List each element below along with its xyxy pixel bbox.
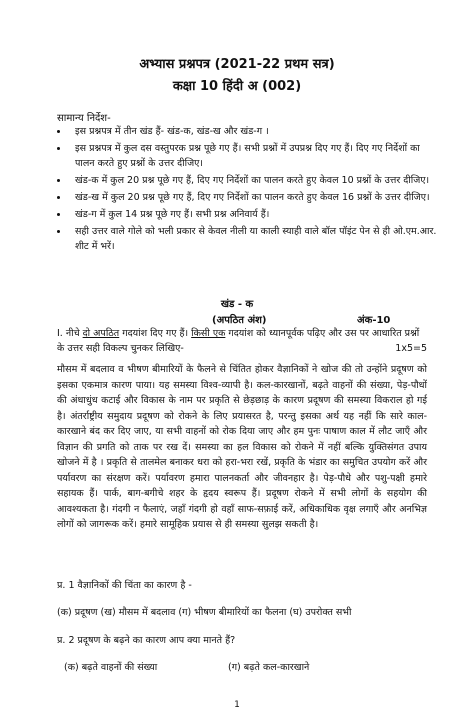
passage-text: मौसम में बदलाव व भीषण बीमारियों के फैलने से चिंतित होकर वैज्ञानिकों ने खोज की तो उन्होंने प्रदूषण को इसका एकमात्र कारण पाया। यह समस्या विश्व-व्यापी है। कल-कारखानों, बढ़ते वाहनों की संख्या, पेड़-पौधों की अंधाधुंध कटाई और विकास के नाम पर प्रकृति से छेड़छाड़ के कारण प्रदूषण की समस्या विकराल हो गई है। अंतर्राष्ट्रीय समुदाय प्रदूषण को रोकने के लिए प्रयासरत है, परन्तु इसका अर्थ यह नहीं कि सारे काल-कारखाने बंद कर दिए जाए, या सभी वाहनों को रोक दिया जाए और हम पुनः पाषाण काल में लौट जाएँ और विज्ञान की प्रगति को ताक पर रख दें। समस्या का हल विकास को रोकने में नहीं बल्कि युक्तिसंगत उपाय खोजने में है । प्रकृति से तालमेल बनाकर धरा को हरा-भरा रखें, प्रकृति के भंडार का समुचित उपयोग करें और पर्यावरण का संरक्षण करें। पर्यावरण हमारा पालनकर्ता और जीवनहार है। पेड़-पौधे और पशु-पक्षी हमारे सहायक हैं। पार्क, बाग-बगीचे शहर के हृदय स्वरूप हैं। प्रदूषण रोकने में सभी लोगों के सहयोग की आवश्यकता है। गंदगी न फैलाएं, जहाँ गंदगी हो वहाँ साफ-सफ़ाई करें, अधिकाधिक वृक्ष लगाएँ और अनभिज्ञ लोगों को जागरूक करें। हमारे सामूहिक प्रयास से ही समस्या सुलझ सकती है।: [57, 364, 427, 530]
section-title: खंड - क: [220, 299, 254, 310]
intro-underlined-text: किसी एक: [191, 328, 226, 339]
instruction-item: • इस प्रश्नपत्र में तीन खंड हैं- खंड-क, खंड-ख और खंड-ग ।: [69, 124, 439, 139]
option-b: (ग) बढ़ते कल-कारखाने: [228, 662, 310, 673]
intro-text: I. नीचे: [57, 328, 83, 339]
section-marks: अंक-10: [357, 315, 391, 326]
option-a: (क) बढ़ते वाहनों की संख्या: [64, 662, 158, 673]
intro-text: गदयांश दिए गए हैं।: [119, 328, 192, 339]
page-number: 1: [234, 700, 240, 710]
score-label: 1x5=5: [395, 343, 427, 354]
intro-underlined-text: दो अपठित: [82, 328, 120, 339]
question-2-options: [64, 660, 444, 673]
question-1-options: (क) प्रदूषण (ख) मौसम में बदलाव (ग) भीषण बीमारियों का फैलना (घ) उपरोक्त सभी: [57, 607, 352, 618]
section-subtitle: (अपठित अंश): [212, 315, 267, 326]
instruction-item: • खंड-क में कुल 20 प्रश्न पूछे गए हैं, दिए गए निर्देशों का पालन करते हुए केवल 10 प्रश्नों के उत्तर दीजिए।: [69, 173, 439, 188]
question-intro: [57, 326, 427, 356]
document-title: अभ्यास प्रश्नपत्र (2021-22 प्रथम सत्र): [139, 57, 335, 72]
instruction-item: • खंड-ख में कुल 20 प्रश्न पूछे गए हैं, दिए गए निर्देशों का पालन करते हुए केवल 16 प्रश्नों के उत्तर दीजिए।: [69, 190, 439, 205]
question-2: प्र. 2 प्रदूषण के बढ़ने का कारण आप क्या मानते हैं?: [57, 635, 236, 646]
instructions-heading: सामान्य निर्देश-: [57, 113, 111, 124]
instruction-item: • सही उत्तर वाले गोले को भली प्रकार से केवल नीली या काली स्याही वाले बॉल पॉइंट पेन से ही ओ.एम.आर. शीट में भरें।: [69, 224, 439, 254]
question-1: प्र. 1 वैज्ञानिकों की चिंता का कारण है -: [57, 580, 192, 591]
intro-text: गदयांश को ध्यानपूर्वक पढ़िए और उस पर आधारित प्रश्नों के उत्तर सही विकल्प चुनकर लिखिए-: [57, 328, 420, 354]
instruction-item: • इस प्रश्नपत्र में कुल दस वस्तुपरक प्रश्न पूछे गए हैं। सभी प्रश्नों में उपप्रश्न दिए गए हैं। दिए गए निर्देशों का पालन करते हुए प्रश्नों के उत्तर दीजिए।: [69, 141, 439, 171]
instruction-item: • खंड-ग में कुल 14 प्रश्न पूछे गए हैं। सभी प्रश्न अनिवार्य हैं।: [69, 207, 439, 222]
instructions-list: [57, 124, 439, 256]
document-subtitle: कक्षा 10 हिंदी अ (002): [172, 79, 302, 94]
